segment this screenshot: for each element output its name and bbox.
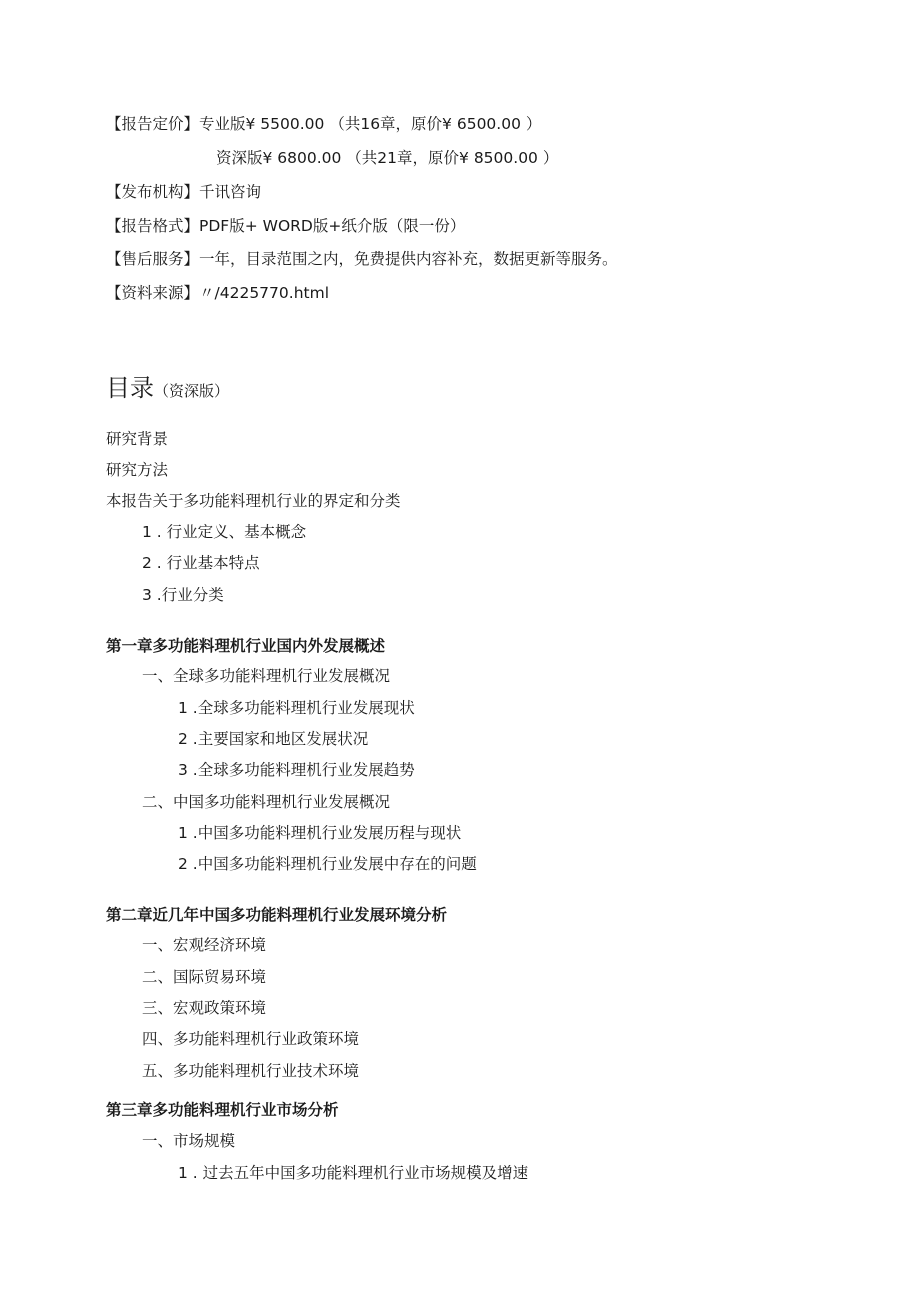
toc-section: 四、多功能料理机行业政策环境 [142, 1030, 360, 1048]
toc-subentry: 1 .全球多功能料理机行业发展现状 [178, 699, 415, 717]
format-value: PDF版+ WORD版+纸介版（限一份） [199, 217, 466, 235]
service-line [106, 249, 618, 269]
price-label: 【报告定价】 [106, 115, 200, 133]
toc-subentry: 2 . 行业基本特点 [142, 554, 260, 572]
toc-subentry: 3 .行业分类 [142, 586, 224, 604]
price-senior: 资深版¥ 6800.00 （共21章，原价¥ 8500.00 ） [216, 149, 559, 167]
service-value: 一年，目录范围之内，免费提供内容补充，数据更新等服务。 [199, 250, 618, 268]
format-label: 【报告格式】 [106, 217, 200, 235]
publisher-value: 千讯咨询 [199, 183, 262, 201]
toc-section: 五、多功能料理机行业技术环境 [142, 1062, 360, 1080]
toc-section: 二、国际贸易环境 [142, 968, 267, 986]
chapter-3-title: 第三章多功能料理机行业市场分析 [106, 1101, 339, 1119]
source-line [106, 283, 329, 303]
toc-title: 目录 [106, 374, 154, 402]
toc-subentry: 2 .主要国家和地区发展状况 [178, 730, 369, 748]
toc-heading [106, 368, 229, 403]
format-line [106, 216, 465, 236]
toc-entry: 本报告关于多功能料理机行业的界定和分类 [106, 492, 401, 510]
publisher-line [106, 182, 261, 202]
service-label: 【售后服务】 [106, 250, 200, 268]
toc-section: 二、中国多功能料理机行业发展概况 [142, 793, 391, 811]
toc-subentry: 2 .中国多功能料理机行业发展中存在的问题 [178, 855, 477, 873]
source-link[interactable]: 〃/4225770.html [199, 284, 330, 302]
toc-entry: 研究方法 [106, 461, 169, 479]
toc-section: 一、宏观经济环境 [142, 936, 267, 954]
toc-edition: （资深版） [154, 382, 230, 400]
publisher-label: 【发布机构】 [106, 183, 200, 201]
toc-section: 一、市场规模 [142, 1132, 236, 1150]
chapter-2-title: 第二章近几年中国多功能料理机行业发展环境分析 [106, 906, 448, 924]
toc-subentry: 1 .中国多功能料理机行业发展历程与现状 [178, 824, 462, 842]
toc-subentry: 3 .全球多功能料理机行业发展趋势 [178, 761, 415, 779]
source-label: 【资料来源】 [106, 284, 200, 302]
toc-section: 一、全球多功能料理机行业发展概况 [142, 667, 391, 685]
price-line [106, 114, 541, 134]
toc-subentry: 1 . 行业定义、基本概念 [142, 523, 307, 541]
chapter-1-title: 第一章多功能料理机行业国内外发展概述 [106, 637, 386, 655]
toc-subentry: 1 . 过去五年中国多功能料理机行业市场规模及增速 [178, 1164, 529, 1182]
toc-entry: 研究背景 [106, 430, 169, 448]
price-pro: 专业版¥ 5500.00 （共16章，原价¥ 6500.00 ） [199, 115, 542, 133]
toc-section: 三、宏观政策环境 [142, 999, 267, 1017]
